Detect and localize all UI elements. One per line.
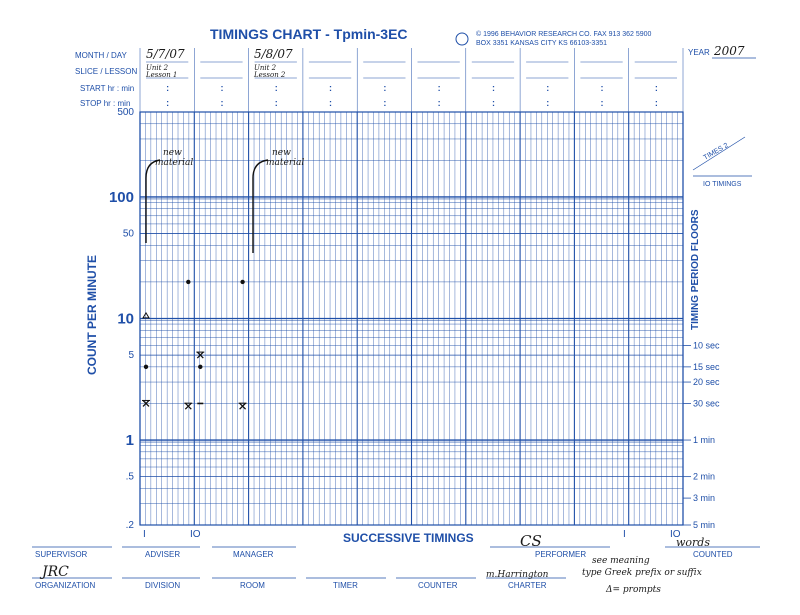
header-time-colon: : (491, 83, 495, 93)
header-time-colon: : (274, 83, 278, 93)
performer-value: CS (520, 532, 542, 550)
timer-label: TIMER (333, 581, 358, 590)
y-tick-label: 500 (117, 107, 134, 118)
entry-2-date: 5/8/07 (254, 47, 293, 61)
month-day-label: MONTH / DAY (75, 51, 127, 60)
header-time-colon: : (166, 98, 170, 108)
y-tick-label: .5 (125, 471, 134, 483)
header-time-colon: : (437, 83, 441, 93)
header-time-colon: : (220, 98, 224, 108)
notes-line-3: Δ= prompts (606, 585, 661, 595)
counter-label: COUNTER (418, 581, 458, 590)
header-cells (140, 48, 683, 112)
division-label: DIVISION (145, 581, 181, 590)
timing-floor-label: 5 min (693, 520, 716, 530)
y-tick-label: 10 (117, 310, 134, 328)
entry-2-lesson-line2: Lesson 2 (254, 71, 286, 79)
header-time-colon: : (600, 83, 604, 93)
header-time-colon: : (274, 98, 278, 108)
data-point-triangle (143, 313, 149, 318)
new-material-2-line2: material (266, 158, 305, 168)
data-point-dot (240, 280, 244, 284)
header-time-colon: : (654, 83, 658, 93)
header-time-colon: : (654, 98, 658, 108)
header-time-colon: : (329, 98, 333, 108)
new-material-2-line1: new (272, 148, 291, 158)
header-time-colon: : (166, 83, 170, 93)
timing-floor-label: 10 sec (693, 340, 720, 351)
year-label: YEAR (688, 48, 710, 57)
timing-floor-label: 15 sec (693, 361, 720, 372)
times-2-note (693, 137, 752, 188)
data-point-dot (144, 365, 148, 369)
header-time-colon: : (546, 83, 550, 93)
phase-change-line-2 (253, 160, 268, 253)
data-point-x (184, 403, 192, 409)
year-value: 2007 (714, 44, 745, 58)
header-time-colon: : (383, 83, 387, 93)
header-time-colon: : (383, 98, 387, 108)
timing-floor-label: 1 min (693, 435, 716, 446)
y-tick-label: 100 (108, 188, 134, 206)
y-axis-title: COUNT PER MINUTE (85, 255, 99, 375)
supervisor-value: JRC (42, 564, 69, 580)
charter-label: CHARTER (508, 581, 547, 590)
x-tick-10-right: IO (670, 529, 681, 540)
organization-label: ORGANIZATION (35, 581, 96, 590)
times-2-diagonal (693, 137, 745, 170)
adviser-label: ADVISER (145, 550, 181, 559)
y-tick-label: .2 (125, 520, 134, 531)
data-point-dot (198, 365, 202, 369)
y-axis-ticks (109, 107, 134, 531)
x-tick-10: IO (190, 529, 201, 540)
entry-1-lesson-line1: Unit 2 (146, 64, 169, 72)
y-tick-label: 1 (125, 432, 134, 450)
performer-label: PERFORMER (535, 550, 587, 559)
header-time-colon: : (600, 98, 604, 108)
right-axis-title: TIMING PERIOD FLOORS (690, 209, 701, 330)
copyright-line-1: © 1996 BEHAVIOR RESEARCH CO. FAX 913 362 5900 (476, 31, 652, 38)
entry-1-date: 5/7/07 (146, 47, 185, 61)
copyright-line-2: BOX 3351 KANSAS CITY KS 66103-3351 (476, 40, 608, 47)
counted-value: words (676, 536, 710, 549)
notes-line-2: type Greek prefix or suffix (582, 568, 702, 578)
chart-grid (140, 112, 683, 525)
data-point-dot (186, 280, 190, 284)
timing-floor-label: 3 min (693, 493, 716, 504)
supervisor-label: SUPERVISOR (35, 550, 88, 559)
new-material-1-line2: material (155, 158, 194, 168)
x-tick-1-right: I (623, 529, 626, 540)
counted-label: COUNTED (693, 550, 733, 559)
timing-floor-ticks (683, 340, 720, 530)
header-time-colon: : (329, 83, 333, 93)
x-tick-1: I (143, 529, 146, 540)
data-point-x (239, 403, 247, 409)
notes-line-1: see meaning (592, 556, 650, 566)
new-material-annotation-2 (253, 148, 304, 253)
manager-label: MANAGER (233, 550, 274, 559)
stop-label: STOP hr : min (80, 99, 131, 108)
new-material-1-line1: new (163, 148, 182, 158)
timing-floor-label: 30 sec (693, 398, 720, 409)
timing-floor-label: 20 sec (693, 377, 720, 388)
x-axis-title: SUCCESSIVE TIMINGS (343, 531, 474, 545)
phase-change-line-1 (146, 160, 160, 243)
entry-2-lesson-line1: Unit 2 (254, 64, 277, 72)
charter-value: m.Harrington (486, 570, 549, 580)
chart-title: TIMINGS CHART - Tpmin-3EC (210, 26, 408, 42)
header-time-colon: : (546, 98, 550, 108)
entry-1-lesson-line2: Lesson 1 (146, 71, 178, 79)
y-tick-label: 50 (122, 228, 134, 240)
times-2-label: TIMES 2 (702, 142, 730, 162)
start-label: START hr : min (80, 84, 135, 93)
behavior-research-logo-icon (456, 33, 468, 45)
ten-timings-label: IO TIMINGS (703, 181, 742, 188)
header-time-colon: : (491, 98, 495, 108)
header-time-colon: : (437, 98, 441, 108)
room-label: ROOM (240, 581, 265, 590)
new-material-annotation-1 (146, 148, 193, 243)
slice-lesson-label: SLICE / LESSON (75, 67, 138, 76)
y-tick-label: 5 (128, 350, 134, 362)
header-time-colon: : (220, 83, 224, 93)
timing-floor-label: 2 min (693, 471, 716, 482)
